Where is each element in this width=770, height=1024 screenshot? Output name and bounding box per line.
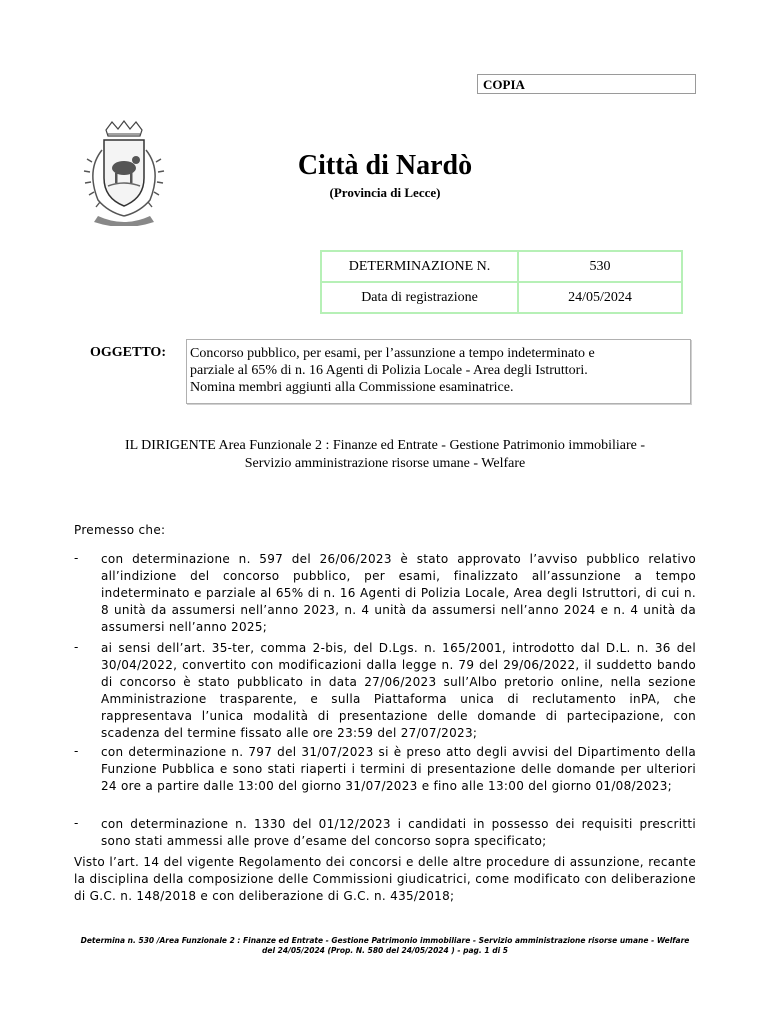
determinazione-table — [320, 250, 683, 314]
premise-paragraph: con determinazione n. 1330 del 01/12/2023 i candidati in possesso dei requisiti prescritti sono stati ammessi alle prove d’esame del concorso sopra specificato; — [101, 817, 696, 848]
bullet-marker: - — [74, 816, 79, 830]
footer-line: Determina n. 530 /Area Funzionale 2 : Finanze ed Entrate - Gestione Patrimonio immobiliare - Servizio amministrazione risorse umane - Welfare — [80, 936, 690, 945]
oggetto-box — [186, 339, 691, 404]
footer-line: del 24/05/2024 (Prop. N. 580 del 24/05/2024 ) - pag. 1 di 5 — [262, 946, 508, 955]
determinazione-row — [321, 251, 682, 282]
page-footer — [0, 936, 770, 956]
bullet-marker: - — [74, 744, 79, 758]
oggetto-label: OGGETTO: — [90, 345, 166, 360]
bullet-marker: - — [74, 551, 79, 565]
registration-date-row — [321, 282, 682, 313]
province-subtitle: (Provincia di Lecce) — [329, 185, 441, 200]
dirigente-line: Servizio amministrazione risorse umane - Welfare — [244, 456, 526, 471]
copia-stamp: COPIA — [477, 74, 696, 94]
premesso-heading: Premesso che: — [74, 523, 166, 537]
registration-date-value: 24/05/2024 — [518, 282, 682, 313]
oggetto-line: Concorso pubblico, per esami, per l’assunzione a tempo indeterminato e — [190, 346, 595, 361]
oggetto-line: parziale al 65% di n. 16 Agenti di Polizia Locale - Area degli Istruttori. — [190, 363, 588, 378]
dirigente-heading — [0, 437, 770, 473]
dirigente-line: IL DIRIGENTE Area Funzionale 2 : Finanze ed Entrate - Gestione Patrimonio immobiliare - — [124, 438, 646, 453]
visto-paragraph: Visto l’art. 14 del vigente Regolamento dei concorsi e delle altre procedure di assunzione, recante la disciplina della composizione delle Commissioni giudicatrici, come modificato con deliberazione di G.C. n. 148/2018 e con deliberazione di G.C. n. 435/2018; — [74, 855, 696, 903]
registration-date-label: Data di registrazione — [321, 282, 518, 313]
determinazione-number: 530 — [518, 251, 682, 282]
premise-paragraph: con determinazione n. 797 del 31/07/2023 si è preso atto degli avvisi del Dipartimento della Funzione Pubblica e sono stati riaperti i termini di presentazione delle domande per ulteriori 24 ore a partire dalle 13:00 del giorno 31/07/2023 e fino alle 13:00 del giorno 01/08/2023; — [101, 745, 696, 793]
determinazione-label: DETERMINAZIONE N. — [321, 251, 518, 282]
oggetto-line: Nomina membri aggiunti alla Commissione esaminatrice. — [190, 380, 514, 395]
city-title: Città di Nardò — [297, 150, 473, 181]
premise-paragraph: con determinazione n. 597 del 26/06/2023 è stato approvato l’avviso pubblico relativo all’indizione del concorso pubblico, per esami, finalizzato all’assunzione a tempo indeterminato e parziale al 65% di n. 16 Agenti di Polizia Locale, Area degli Istruttori, di cui n. 8 unità da assumersi nell’anno 2023, n. 4 unità da assumersi nell’anno 2024 e n. 4 unità da assumersi nell’anno 2025; — [101, 552, 696, 634]
bullet-marker: - — [74, 640, 79, 654]
premise-paragraph: ai sensi dell’art. 35-ter, comma 2-bis, del D.Lgs. n. 165/2001, introdotto dal D.L. n. 36 del 30/04/2022, convertito con modificazioni dalla legge n. 79 del 29/06/2022, il suddetto bando di concorso è stato pubblicato in data 27/06/2023 sull’Albo pretorio online, nella sezione Amministrazione trasparente, e sulla Piattaforma unica di reclutamento inPA, che rappresentava l’unica modalità di presentazione delle domande di partecipazione, con scadenza del termine fissato alle ore 23:59 del 27/07/2023; — [101, 641, 696, 740]
